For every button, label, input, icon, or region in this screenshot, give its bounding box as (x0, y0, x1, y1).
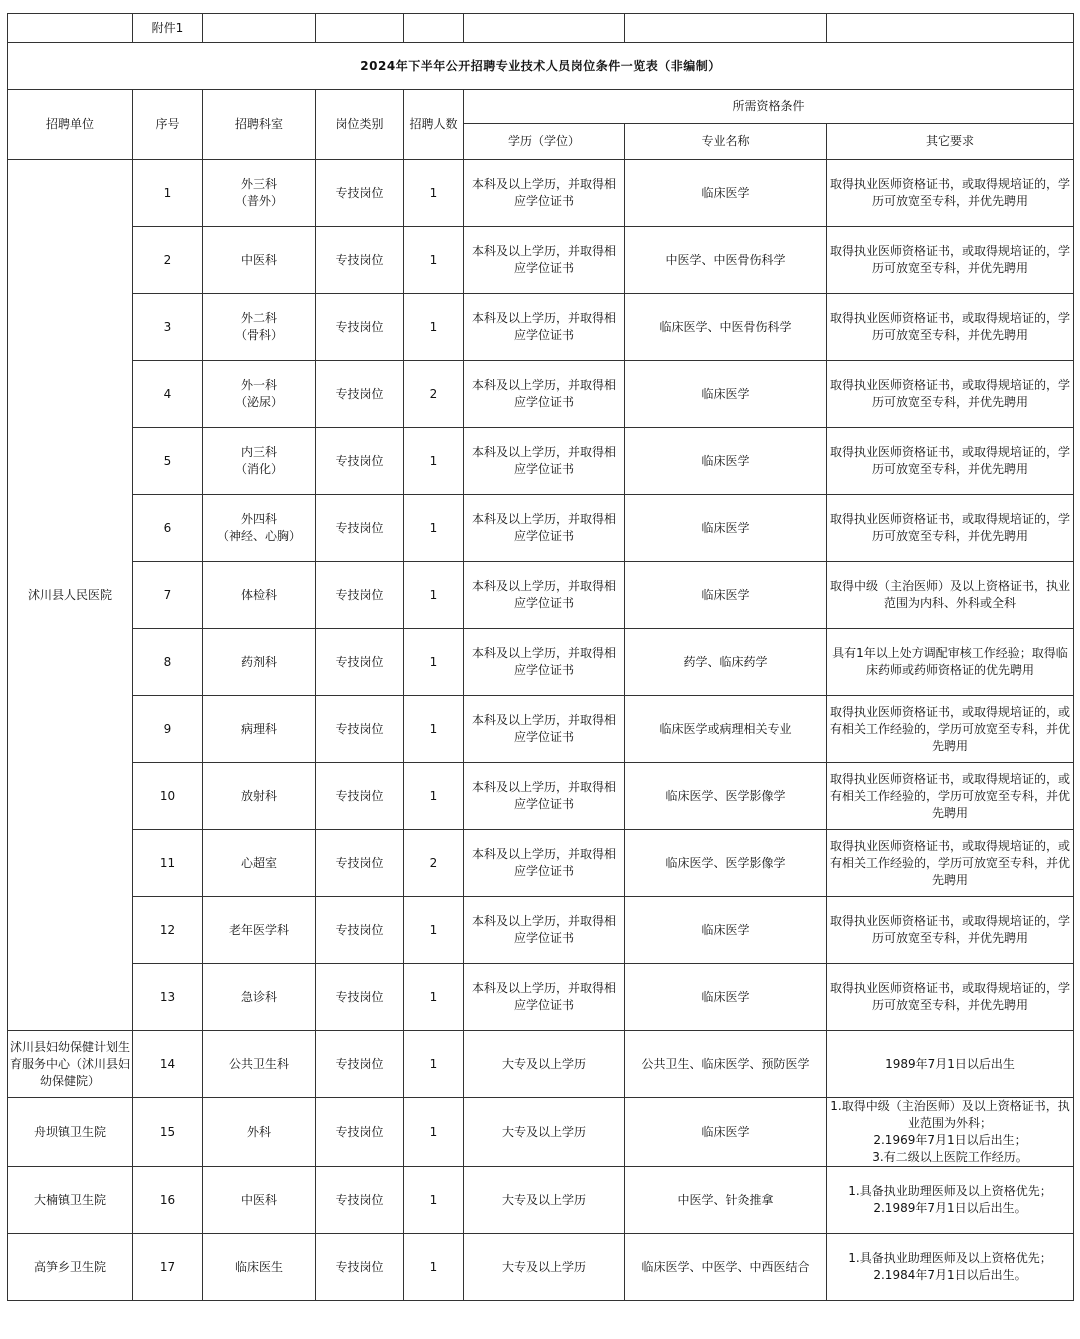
education-cell (464, 361, 625, 428)
blank-cell (827, 14, 1074, 43)
seq-cell: 15 (133, 1098, 203, 1167)
education-cell (464, 495, 625, 562)
major-cell: 中医学、针灸推拿 (625, 1167, 827, 1234)
annex-label: 附件1 (133, 14, 203, 43)
dept-line: 中医科 (240, 252, 277, 267)
dept-line: 药剂科 (240, 654, 277, 669)
blank-cell (8, 14, 133, 43)
category-cell: 专技岗位 (316, 294, 404, 361)
dept-line: 外二科 (240, 311, 277, 325)
dept-line: 外三科 (240, 177, 277, 191)
education-cell (464, 1234, 625, 1301)
header-seq: 序号 (133, 90, 203, 160)
category-cell: 专技岗位 (316, 361, 404, 428)
dept-line: （泌尿） (234, 395, 283, 409)
category-cell: 专技岗位 (316, 1031, 404, 1098)
education-line: 应学位证书 (513, 462, 574, 476)
major-cell: 临床医学、中医学、中西医结合 (625, 1234, 827, 1301)
seq-cell: 1 (133, 160, 203, 227)
category-cell: 专技岗位 (316, 964, 404, 1031)
education-line: 本科及以上学历，并取得相 (471, 847, 616, 861)
education-cell (464, 428, 625, 495)
education-line: 本科及以上学历，并取得相 (471, 512, 616, 526)
other-cell: 取得执业医师资格证书，或取得规培证的，学历可放宽至专科，并优先聘用 (827, 964, 1074, 1031)
education-cell (464, 227, 625, 294)
table-row (8, 696, 1074, 763)
education-line: 本科及以上学历，并取得相 (471, 311, 616, 325)
dept-cell (203, 1098, 316, 1167)
seq-cell: 10 (133, 763, 203, 830)
count-cell: 1 (404, 495, 464, 562)
dept-line: 心超室 (240, 855, 277, 870)
count-cell: 1 (404, 763, 464, 830)
major-cell: 公共卫生、临床医学、预防医学 (625, 1031, 827, 1098)
table-row (8, 227, 1074, 294)
dept-cell (203, 964, 316, 1031)
other-cell: 取得执业医师资格证书，或取得规培证的，学历可放宽至专科，并优先聘用 (827, 361, 1074, 428)
header-other: 其它要求 (827, 124, 1074, 160)
dept-line: 临床医生 (234, 1259, 283, 1274)
table-row (8, 562, 1074, 629)
seq-cell: 11 (133, 830, 203, 897)
dept-cell (203, 361, 316, 428)
other-line: 1.具备执业助理医师及以上资格优先； (848, 1251, 1052, 1265)
dept-line: 中医科 (240, 1192, 277, 1207)
dept-cell (203, 294, 316, 361)
blank-cell (625, 14, 827, 43)
blank-cell (203, 14, 316, 43)
education-line: 应学位证书 (513, 529, 574, 543)
dept-cell (203, 629, 316, 696)
other-cell: 取得执业医师资格证书，或取得规培证的，或有相关工作经验的，学历可放宽至专科，并优先聘用 (827, 696, 1074, 763)
seq-cell: 3 (133, 294, 203, 361)
education-line: 大专及以上学历 (501, 1056, 586, 1071)
category-cell: 专技岗位 (316, 1098, 404, 1167)
dept-line: （普外） (234, 194, 283, 208)
dept-line: 体检科 (240, 587, 277, 602)
count-cell: 2 (404, 361, 464, 428)
major-cell: 临床医学 (625, 1098, 827, 1167)
table-row (8, 763, 1074, 830)
blank-cell (464, 14, 625, 43)
category-cell: 专技岗位 (316, 428, 404, 495)
dept-cell (203, 562, 316, 629)
education-line: 大专及以上学历 (501, 1192, 586, 1207)
major-cell: 临床医学 (625, 160, 827, 227)
category-cell: 专技岗位 (316, 227, 404, 294)
count-cell: 2 (404, 830, 464, 897)
education-cell (464, 562, 625, 629)
dept-cell (203, 763, 316, 830)
dept-cell (203, 696, 316, 763)
education-line: 本科及以上学历，并取得相 (471, 579, 616, 593)
other-line: 2.1969年7月1日以后出生； (873, 1133, 1027, 1147)
other-cell (827, 1234, 1074, 1301)
other-line: 2.1984年7月1日以后出生。 (873, 1268, 1027, 1282)
major-cell: 临床医学 (625, 562, 827, 629)
category-cell: 专技岗位 (316, 696, 404, 763)
count-cell: 1 (404, 562, 464, 629)
education-line: 本科及以上学历，并取得相 (471, 177, 616, 191)
seq-cell: 6 (133, 495, 203, 562)
education-line: 本科及以上学历，并取得相 (471, 646, 616, 660)
dept-cell (203, 495, 316, 562)
seq-cell: 7 (133, 562, 203, 629)
education-line: 应学位证书 (513, 864, 574, 878)
table-row (8, 294, 1074, 361)
education-line: 应学位证书 (513, 797, 574, 811)
education-line: 应学位证书 (513, 328, 574, 342)
education-cell (464, 696, 625, 763)
dept-line: 急诊科 (240, 989, 277, 1004)
unit-cell: 高笋乡卫生院 (8, 1234, 133, 1301)
count-cell: 1 (404, 294, 464, 361)
other-cell: 取得中级（主治医师）及以上资格证书，执业范围为内科、外科或全科 (827, 562, 1074, 629)
count-cell: 1 (404, 1167, 464, 1234)
education-cell (464, 1098, 625, 1167)
other-cell (827, 1167, 1074, 1234)
major-cell: 临床医学或病理相关专业 (625, 696, 827, 763)
major-cell: 中医学、中医骨伤科学 (625, 227, 827, 294)
education-line: 应学位证书 (513, 261, 574, 275)
header-major: 专业名称 (625, 124, 827, 160)
education-cell (464, 1167, 625, 1234)
count-cell: 1 (404, 160, 464, 227)
other-cell: 取得执业医师资格证书，或取得规培证的，或有相关工作经验的，学历可放宽至专科，并优先聘用 (827, 830, 1074, 897)
title-row (8, 43, 1074, 90)
other-cell: 取得执业医师资格证书，或取得规培证的，学历可放宽至专科，并优先聘用 (827, 294, 1074, 361)
count-cell: 1 (404, 1234, 464, 1301)
dept-cell (203, 1167, 316, 1234)
unit-cell: 沭川县人民医院 (8, 160, 133, 1031)
education-cell (464, 294, 625, 361)
category-cell: 专技岗位 (316, 1167, 404, 1234)
dept-line: 病理科 (240, 721, 277, 736)
dept-cell (203, 160, 316, 227)
category-cell: 专技岗位 (316, 1234, 404, 1301)
other-cell: 取得执业医师资格证书，或取得规培证的，学历可放宽至专科，并优先聘用 (827, 495, 1074, 562)
education-line: 本科及以上学历，并取得相 (471, 244, 616, 258)
education-cell (464, 160, 625, 227)
table-row (8, 964, 1074, 1031)
table-row (8, 361, 1074, 428)
seq-cell: 17 (133, 1234, 203, 1301)
dept-line: 公共卫生科 (228, 1056, 289, 1071)
table-row (8, 1234, 1074, 1301)
education-cell (464, 964, 625, 1031)
count-cell: 1 (404, 1098, 464, 1167)
education-cell (464, 897, 625, 964)
seq-cell: 5 (133, 428, 203, 495)
education-cell (464, 830, 625, 897)
education-line: 应学位证书 (513, 931, 574, 945)
count-cell: 1 (404, 428, 464, 495)
annex-row (8, 14, 1074, 43)
other-cell: 取得执业医师资格证书，或取得规培证的，学历可放宽至专科，并优先聘用 (827, 160, 1074, 227)
education-cell (464, 629, 625, 696)
major-cell: 临床医学、医学影像学 (625, 763, 827, 830)
education-line: 本科及以上学历，并取得相 (471, 981, 616, 995)
header-category: 岗位类别 (316, 90, 404, 160)
dept-line: （神经、心胸） (216, 529, 301, 543)
table-row (8, 1031, 1074, 1098)
table-row (8, 629, 1074, 696)
category-cell: 专技岗位 (316, 897, 404, 964)
dept-line: 内三科 (240, 445, 277, 459)
dept-cell (203, 1031, 316, 1098)
other-cell: 具有1年以上处方调配审核工作经验；取得临床药师或药师资格证的优先聘用 (827, 629, 1074, 696)
seq-cell: 8 (133, 629, 203, 696)
dept-line: 放射科 (240, 788, 277, 803)
unit-cell: 沭川县妇幼保健计划生育服务中心（沭川县妇幼保健院） (8, 1031, 133, 1098)
other-cell (827, 1098, 1074, 1167)
major-cell: 临床医学 (625, 897, 827, 964)
header-education: 学历（学位） (464, 124, 625, 160)
other-cell: 1989年7月1日以后出生 (827, 1031, 1074, 1098)
major-cell: 临床医学、中医骨伤科学 (625, 294, 827, 361)
header-dept: 招聘科室 (203, 90, 316, 160)
dept-cell (203, 1234, 316, 1301)
other-cell: 取得执业医师资格证书，或取得规培证的，或有相关工作经验的，学历可放宽至专科，并优先聘用 (827, 763, 1074, 830)
count-cell: 1 (404, 964, 464, 1031)
category-cell: 专技岗位 (316, 830, 404, 897)
education-line: 大专及以上学历 (501, 1124, 586, 1139)
header-count: 招聘人数 (404, 90, 464, 160)
table-row (8, 160, 1074, 227)
education-line: 本科及以上学历，并取得相 (471, 713, 616, 727)
education-line: 应学位证书 (513, 395, 574, 409)
dept-line: 外四科 (240, 512, 277, 526)
seq-cell: 16 (133, 1167, 203, 1234)
count-cell: 1 (404, 696, 464, 763)
category-cell: 专技岗位 (316, 160, 404, 227)
dept-cell (203, 428, 316, 495)
table-row (8, 830, 1074, 897)
major-cell: 临床医学 (625, 361, 827, 428)
other-cell: 取得执业医师资格证书，或取得规培证的，学历可放宽至专科，并优先聘用 (827, 897, 1074, 964)
major-cell: 临床医学、医学影像学 (625, 830, 827, 897)
major-cell: 药学、临床药学 (625, 629, 827, 696)
education-line: 本科及以上学历，并取得相 (471, 378, 616, 392)
education-line: 本科及以上学历，并取得相 (471, 445, 616, 459)
count-cell: 1 (404, 629, 464, 696)
table-row (8, 1098, 1074, 1167)
table-row (8, 1167, 1074, 1234)
major-cell: 临床医学 (625, 428, 827, 495)
dept-cell (203, 830, 316, 897)
other-line: 1.取得中级（主治医师）及以上资格证书，执业范围为外科； (830, 1099, 1070, 1130)
category-cell: 专技岗位 (316, 562, 404, 629)
count-cell: 1 (404, 1031, 464, 1098)
table-title: 2024年下半年公开招聘专业技术人员岗位条件一览表（非编制） (8, 43, 1074, 90)
other-cell: 取得执业医师资格证书，或取得规培证的，学历可放宽至专科，并优先聘用 (827, 428, 1074, 495)
header-qualifications: 所需资格条件 (464, 90, 1074, 124)
education-line: 应学位证书 (513, 596, 574, 610)
category-cell: 专技岗位 (316, 629, 404, 696)
education-line: 大专及以上学历 (501, 1259, 586, 1274)
blank-cell (404, 14, 464, 43)
other-line: 2.1989年7月1日以后出生。 (873, 1201, 1027, 1215)
table-row (8, 428, 1074, 495)
dept-line: 外科 (246, 1124, 271, 1139)
header-unit: 招聘单位 (8, 90, 133, 160)
unit-cell: 舟坝镇卫生院 (8, 1098, 133, 1167)
category-cell: 专技岗位 (316, 495, 404, 562)
dept-cell (203, 897, 316, 964)
other-line: 3.有二级以上医院工作经历。 (872, 1150, 1028, 1164)
unit-cell: 大楠镇卫生院 (8, 1167, 133, 1234)
count-cell: 1 (404, 227, 464, 294)
education-line: 应学位证书 (513, 663, 574, 677)
blank-cell (316, 14, 404, 43)
dept-line: （骨科） (234, 328, 283, 342)
major-cell: 临床医学 (625, 495, 827, 562)
category-cell: 专技岗位 (316, 763, 404, 830)
seq-cell: 2 (133, 227, 203, 294)
major-cell: 临床医学 (625, 964, 827, 1031)
seq-cell: 12 (133, 897, 203, 964)
education-line: 应学位证书 (513, 730, 574, 744)
education-line: 应学位证书 (513, 194, 574, 208)
education-cell (464, 763, 625, 830)
other-cell: 取得执业医师资格证书，或取得规培证的，学历可放宽至专科，并优先聘用 (827, 227, 1074, 294)
education-line: 应学位证书 (513, 998, 574, 1012)
education-cell (464, 1031, 625, 1098)
seq-cell: 14 (133, 1031, 203, 1098)
count-cell: 1 (404, 897, 464, 964)
header-row (8, 90, 1074, 124)
dept-line: 老年医学科 (228, 922, 289, 937)
recruitment-table (7, 13, 1074, 1301)
dept-line: 外一科 (240, 378, 277, 392)
other-line: 1.具备执业助理医师及以上资格优先； (848, 1184, 1052, 1198)
seq-cell: 4 (133, 361, 203, 428)
table-row (8, 897, 1074, 964)
education-line: 本科及以上学历，并取得相 (471, 914, 616, 928)
education-line: 本科及以上学历，并取得相 (471, 780, 616, 794)
seq-cell: 9 (133, 696, 203, 763)
seq-cell: 13 (133, 964, 203, 1031)
table-row (8, 495, 1074, 562)
dept-cell (203, 227, 316, 294)
dept-line: （消化） (234, 462, 283, 476)
